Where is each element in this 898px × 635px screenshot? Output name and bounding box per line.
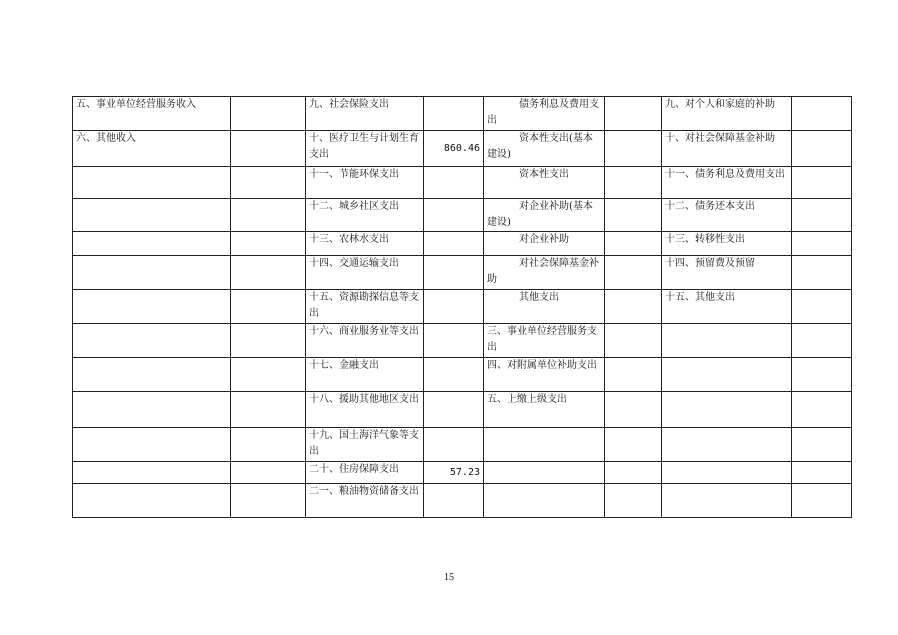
table-row	[73, 199, 852, 232]
expense-function-amount	[424, 97, 484, 131]
expense-economic-item	[484, 484, 605, 518]
expense-function-item: 十七、金融支出	[306, 358, 424, 392]
govt-economic-item	[662, 462, 792, 484]
income-item	[73, 290, 231, 324]
income-item	[73, 256, 231, 290]
income-item	[73, 199, 231, 232]
expense-economic-item	[484, 256, 605, 290]
govt-economic-amount	[792, 199, 852, 232]
expense-function-item: 九、社会保险支出	[306, 97, 424, 131]
expense-economic-amount	[605, 290, 662, 324]
govt-economic-amount	[792, 290, 852, 324]
income-item	[73, 462, 231, 484]
income-amount	[231, 484, 306, 518]
govt-economic-item	[662, 428, 792, 462]
govt-economic-item	[662, 484, 792, 518]
expense-economic-amount	[605, 131, 662, 167]
income-item: 六、其他收入	[73, 131, 231, 167]
income-amount	[231, 167, 306, 199]
govt-economic-item: 十二、债务还本支出	[662, 199, 792, 232]
page-number: 15	[444, 572, 454, 583]
govt-economic-item: 十三、转移性支出	[662, 232, 792, 256]
expense-economic-item: 五、上缴上级支出	[484, 392, 605, 428]
expense-function-item: 十二、城乡社区支出	[306, 199, 424, 232]
table-row	[73, 462, 852, 484]
income-amount	[231, 324, 306, 358]
govt-economic-item: 九、对个人和家庭的补助	[662, 97, 792, 131]
expense-economic-item	[484, 131, 605, 167]
income-amount	[231, 392, 306, 428]
income-amount	[231, 256, 306, 290]
expense-function-amount	[424, 324, 484, 358]
govt-economic-amount	[792, 97, 852, 131]
table-row	[73, 256, 852, 290]
expense-economic-item: 三、事业单位经营服务支出	[484, 324, 605, 358]
expense-economic-amount	[605, 462, 662, 484]
expense-economic-amount	[605, 256, 662, 290]
govt-economic-item	[662, 324, 792, 358]
income-amount	[231, 462, 306, 484]
table-row	[73, 428, 852, 462]
expense-function-item: 十九、国土海洋气象等支出	[306, 428, 424, 462]
expense-function-amount	[424, 232, 484, 256]
govt-economic-amount	[792, 256, 852, 290]
income-item	[73, 358, 231, 392]
expense-economic-amount	[605, 484, 662, 518]
expense-economic-label: 对社会保障基金补助	[487, 258, 599, 285]
income-item	[73, 324, 231, 358]
govt-economic-amount	[792, 392, 852, 428]
expense-function-amount	[424, 199, 484, 232]
expense-function-amount	[424, 392, 484, 428]
expense-function-amount	[424, 358, 484, 392]
income-amount	[231, 131, 306, 167]
expense-function-item: 十四、交通运输支出	[306, 256, 424, 290]
expense-economic-label: 对企业补助	[519, 234, 569, 245]
income-item	[73, 232, 231, 256]
table-row	[73, 392, 852, 428]
income-amount	[231, 428, 306, 462]
expense-economic-label: 资本性支出(基本建设)	[487, 133, 593, 160]
income-amount	[231, 199, 306, 232]
income-amount	[231, 97, 306, 131]
expense-economic-amount	[605, 358, 662, 392]
expense-function-item: 十三、农林水支出	[306, 232, 424, 256]
govt-economic-item: 十五、其他支出	[662, 290, 792, 324]
table-row	[73, 484, 852, 518]
expense-economic-item	[484, 97, 605, 131]
expense-economic-amount	[605, 97, 662, 131]
income-amount	[231, 290, 306, 324]
income-item	[73, 392, 231, 428]
expense-economic-amount	[605, 324, 662, 358]
table-row	[73, 324, 852, 358]
expense-economic-item	[484, 290, 605, 324]
expense-economic-item	[484, 462, 605, 484]
expense-economic-amount	[605, 392, 662, 428]
govt-economic-amount	[792, 131, 852, 167]
expense-economic-item	[484, 428, 605, 462]
income-item	[73, 484, 231, 518]
income-amount	[231, 358, 306, 392]
govt-economic-amount	[792, 428, 852, 462]
expense-function-amount	[424, 256, 484, 290]
income-item	[73, 428, 231, 462]
expense-function-item: 十一、节能环保支出	[306, 167, 424, 199]
expense-economic-label: 债务利息及费用支出	[487, 99, 599, 126]
expense-function-item: 十、医疗卫生与计划生育支出	[306, 131, 424, 167]
table-row	[73, 167, 852, 199]
expense-economic-amount	[605, 199, 662, 232]
govt-economic-amount	[792, 484, 852, 518]
govt-economic-item: 十一、债务利息及费用支出	[662, 167, 792, 199]
expense-function-amount	[424, 167, 484, 199]
expense-economic-item	[484, 232, 605, 256]
govt-economic-item: 十四、预留费及预留	[662, 256, 792, 290]
expense-function-item: 十六、商业服务业等支出	[306, 324, 424, 358]
expense-function-item: 十八、援助其他地区支出	[306, 392, 424, 428]
govt-economic-amount	[792, 462, 852, 484]
govt-economic-item	[662, 392, 792, 428]
expense-economic-item: 四、对附属单位补助支出	[484, 358, 605, 392]
expense-function-amount	[424, 428, 484, 462]
govt-economic-item: 十、对社会保障基金补助	[662, 131, 792, 167]
govt-economic-item	[662, 358, 792, 392]
govt-economic-amount	[792, 358, 852, 392]
expense-economic-amount	[605, 167, 662, 199]
govt-economic-amount	[792, 167, 852, 199]
income-item: 五、事业单位经营服务收入	[73, 97, 231, 131]
expense-function-item: 十五、资源勘探信息等支出	[306, 290, 424, 324]
expense-economic-label: 对企业补助(基本建设)	[487, 201, 593, 228]
table-row	[73, 131, 852, 167]
table-row	[73, 97, 852, 131]
table-row	[73, 290, 852, 324]
govt-economic-amount	[792, 232, 852, 256]
expense-function-amount	[424, 484, 484, 518]
table-row	[73, 232, 852, 256]
expense-economic-label: 其他支出	[519, 292, 559, 303]
income-amount	[231, 232, 306, 256]
budget-table	[72, 96, 852, 518]
expense-function-amount: 860.46	[424, 131, 484, 167]
table-row	[73, 358, 852, 392]
govt-economic-amount	[792, 324, 852, 358]
expense-economic-label: 资本性支出	[519, 169, 569, 180]
expense-function-amount	[424, 290, 484, 324]
income-item	[73, 167, 231, 199]
expense-function-amount: 57.23	[424, 462, 484, 484]
expense-economic-amount	[605, 428, 662, 462]
expense-economic-item	[484, 167, 605, 199]
expense-economic-item	[484, 199, 605, 232]
expense-function-item: 二十、住房保障支出	[306, 462, 424, 484]
expense-function-item: 二一、粮油物资储备支出	[306, 484, 424, 518]
expense-economic-amount	[605, 232, 662, 256]
